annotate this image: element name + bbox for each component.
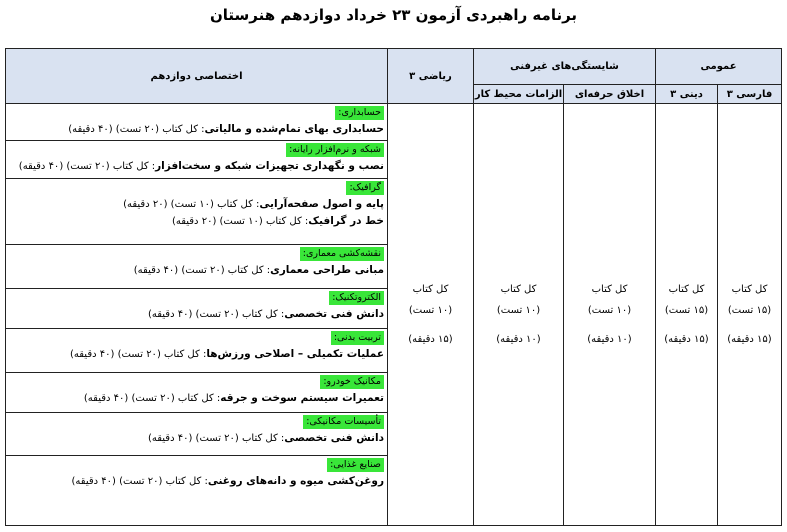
course-subject: حسابداری بهای تمام‌شده و مالیاتی — [204, 123, 384, 135]
course-scope: : کل کتاب (۲۰ تست) (۴۰ دقیقه) — [68, 124, 205, 135]
course-line — [9, 391, 384, 406]
specialized-group — [6, 245, 387, 289]
course-scope: : کل کتاب (۲۰ تست) (۴۰ دقیقه) — [147, 433, 285, 444]
specialized-cell — [6, 104, 388, 526]
course-scope: : کل کتاب (۲۰ تست) (۴۰ دقیقه) — [83, 393, 221, 404]
header-general: عمومی — [656, 49, 782, 85]
course-subject: مبانی طراحی معماری — [270, 264, 384, 276]
course-scope: : کل کتاب (۲۰ تست) (۴۰ دقیقه) — [133, 265, 271, 276]
cell-math: کل کتاب (۱۰ تست) (۱۵ دقیقه) — [388, 104, 474, 526]
header-akhlagh: اخلاق حرفه‌ای — [564, 85, 656, 104]
course-scope: : کل کتاب (۱۰ تست) (۲۰ دقیقه) — [171, 216, 309, 227]
specialized-group — [6, 456, 387, 499]
specialized-group — [6, 373, 387, 413]
course-subject: تعمیرات سیستم سوخت و جرقه — [220, 392, 384, 404]
course-subject: دانش فنی تخصصی — [284, 432, 384, 444]
specialized-group — [6, 179, 387, 245]
schedule-table — [5, 48, 782, 526]
cell-elzamat: کل کتاب (۱۰ تست) (۱۰ دقیقه) — [474, 104, 564, 526]
course-line — [9, 214, 384, 229]
course-line — [9, 307, 384, 322]
course-scope: : کل کتاب (۲۰ تست) (۴۰ دقیقه) — [18, 161, 156, 172]
course-scope: : کل کتاب (۲۰ تست) (۴۰ دقیقه) — [71, 476, 208, 487]
field-tag: شبکه و نرم‌افزار رایانه: — [286, 143, 384, 157]
course-subject: خط در گرافیک — [308, 215, 384, 227]
header-elzamat: الزامات محیط کار — [474, 85, 564, 104]
header-dini: دینی ۳ — [656, 85, 718, 104]
course-line — [9, 159, 384, 174]
page-title: برنامه راهبردی آزمون ۲۳ خرداد دوازدهم هنرستان — [209, 6, 578, 24]
course-scope: : کل کتاب (۲۰ تست) (۴۰ دقیقه) — [69, 349, 207, 360]
field-tag: حسابداری: — [335, 106, 384, 120]
cell-akhlagh: کل کتاب (۱۰ تست) (۱۰ دقیقه) — [564, 104, 656, 526]
field-tag: الکتروتکنیک: — [329, 291, 384, 305]
field-tag: گرافیک: — [346, 181, 384, 195]
field-tag: تأسیسات مکانیکی: — [303, 415, 384, 429]
header-math: ریاضی ۳ — [388, 49, 474, 104]
field-tag: مکانیک خودرو: — [320, 375, 384, 389]
course-scope: : کل کتاب (۱۰ تست) (۲۰ دقیقه) — [123, 199, 260, 210]
cell-farsi: کل کتاب (۱۵ تست) (۱۵ دقیقه) — [718, 104, 782, 526]
header-specialized: اختصاصی دوازدهم — [6, 49, 388, 104]
course-subject: پایه و اصول صفحه‌آرایی — [259, 198, 384, 210]
course-line — [9, 263, 384, 278]
header-farsi: فارسی ۳ — [718, 85, 782, 104]
specialized-groups — [6, 104, 387, 499]
field-tag: صنایع غذایی: — [327, 458, 384, 472]
course-subject: عملیات تکمیلی – اصلاحی ورزش‌ها — [206, 348, 384, 360]
course-line — [9, 347, 384, 362]
field-tag: تربیت بدنی: — [331, 331, 384, 345]
specialized-group — [6, 413, 387, 456]
field-tag: نقشه‌کشی معماری: — [300, 247, 384, 261]
specialized-group — [6, 141, 387, 179]
course-line — [9, 474, 384, 489]
specialized-group — [6, 289, 387, 329]
course-line — [9, 197, 384, 212]
course-line — [9, 122, 384, 137]
course-scope: : کل کتاب (۲۰ تست) (۴۰ دقیقه) — [147, 309, 285, 320]
course-subject: نصب و نگهداری تجهیزات شبکه و سخت‌افزار — [155, 160, 384, 172]
course-subject: دانش فنی تخصصی — [284, 308, 384, 320]
specialized-group — [6, 104, 387, 141]
course-line — [9, 431, 384, 446]
header-skills: شایستگی‌های غیرفنی — [474, 49, 656, 85]
course-subject: روغن‌کشی میوه و دانه‌های روغنی — [207, 475, 384, 487]
specialized-group — [6, 329, 387, 373]
cell-dini: کل کتاب (۱۵ تست) (۱۵ دقیقه) — [656, 104, 718, 526]
